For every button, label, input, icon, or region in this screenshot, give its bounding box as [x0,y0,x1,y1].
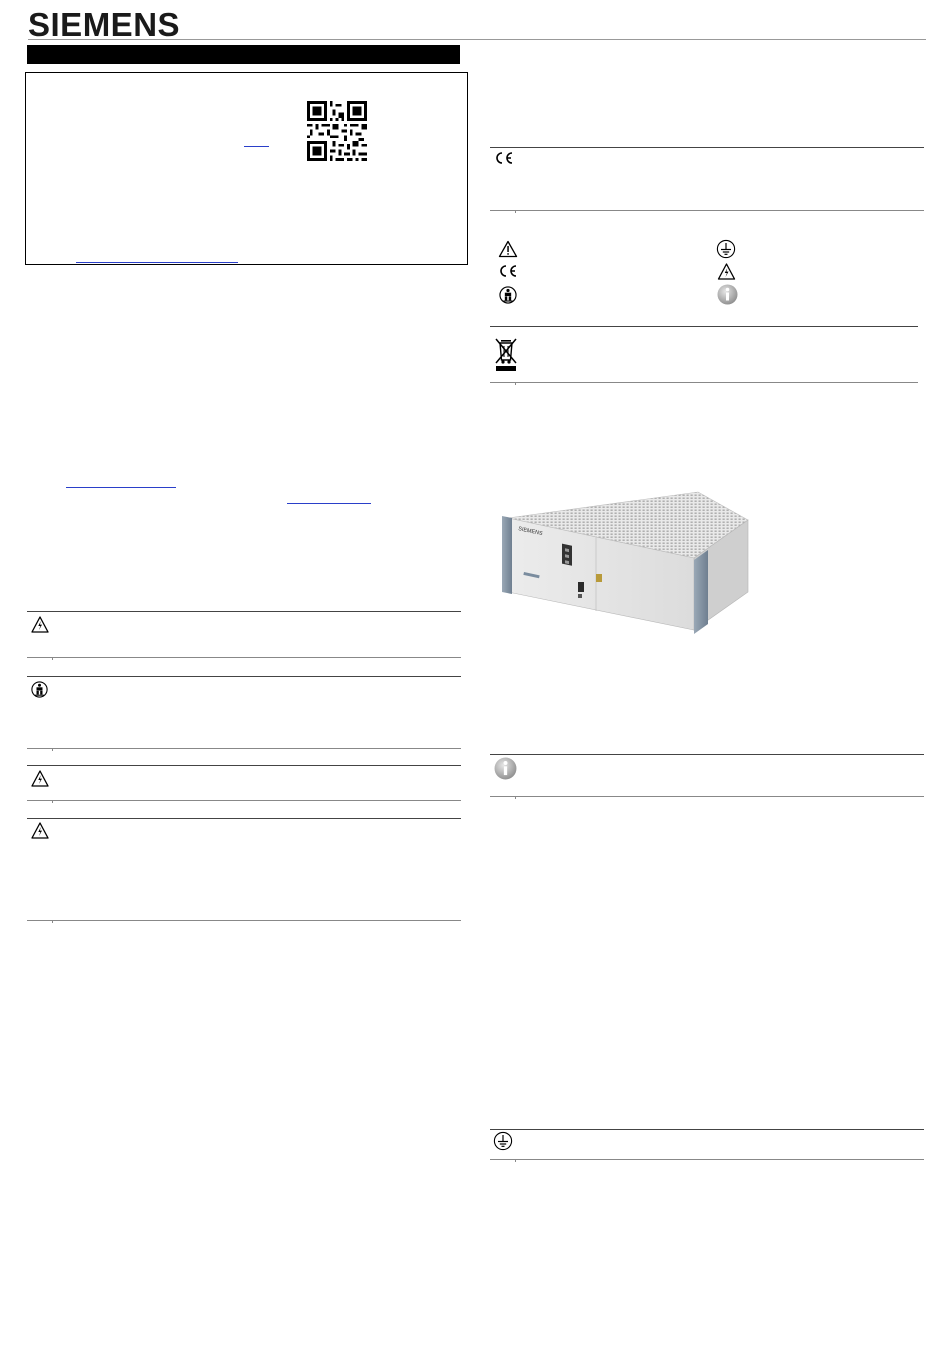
info-notice-tick [515,796,516,799]
info-notice-top [490,754,924,755]
notice-2-top [27,676,461,677]
notice-1-top [27,611,461,612]
ground-notice-tick [515,1159,516,1162]
box-link-short[interactable] [244,146,269,147]
esd-sensitive-icon [31,681,48,698]
weee-notice-tick [515,382,516,385]
header-rule [28,39,926,40]
box-link-url[interactable] [76,262,238,263]
weee-notice-bottom [490,382,918,383]
notice-4-bottom [27,920,461,921]
electrical-hazard-icon [31,616,49,633]
ce-mark-icon [494,151,514,165]
info-box [25,72,468,265]
ce-mark-icon [498,264,518,278]
info-notice-bottom [490,796,924,797]
electrical-hazard-icon [717,263,736,280]
ce-notice-bottom [490,210,924,211]
notice-1-bottom [27,657,461,658]
ground-notice-bottom [490,1159,924,1160]
protective-earth-icon [716,239,736,259]
esd-sensitive-icon [499,286,517,304]
electrical-hazard-icon [31,822,49,839]
ground-notice-top [490,1129,924,1130]
crossed-out-bin-icon [494,336,518,372]
weee-notice-top [490,326,918,327]
device-photo [498,488,750,638]
notice-2-bottom [27,748,461,749]
notice-2-tick [52,748,53,751]
protective-earth-icon [493,1131,513,1151]
ce-notice-top [490,147,924,148]
device-brand-label: SIEMENS [517,526,544,538]
notice-1-tick [52,657,53,660]
notice-3-bottom [27,800,461,801]
notice-4-top [27,818,461,819]
notice-3-top [27,765,461,766]
siemens-logo: SIEMENS [28,6,181,43]
notice-3-tick [52,800,53,803]
notice-4-tick [52,920,53,923]
title-bar [27,45,460,64]
warning-triangle-icon [498,240,518,258]
ce-notice-tick [515,210,516,213]
qr-code-icon [307,101,367,161]
information-icon [717,284,738,305]
left-link-1[interactable] [66,487,176,488]
electrical-hazard-icon [31,770,49,787]
information-icon [494,757,517,780]
left-link-2[interactable] [287,503,371,504]
